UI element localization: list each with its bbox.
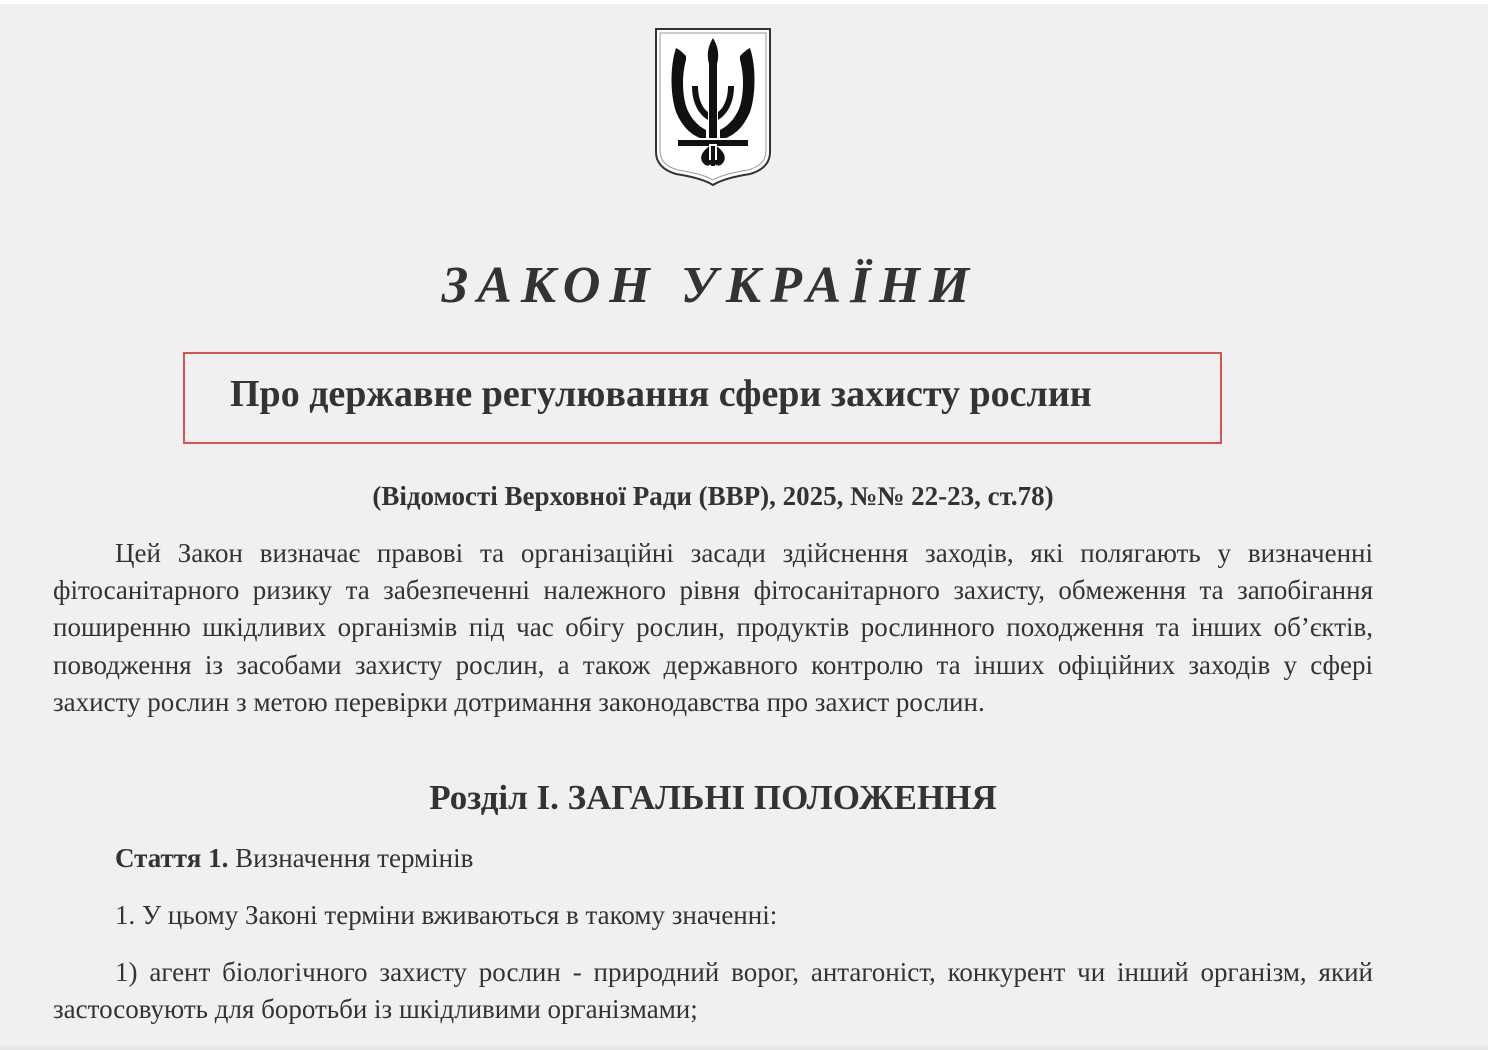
law-subject-title: Про державне регулювання сфери захисту рослин <box>230 373 1092 415</box>
definition-paragraph: 1) агент біологічного захисту рослин - природний ворог, антагоніст, конкурент чи інший організм, який застосовують для боротьби із шкідливими організмами; <box>53 957 1373 1025</box>
article-heading <box>115 840 473 876</box>
publication-source: (Відомості Верховної Ради (ВВР), 2025, №№ 22-23, ст.78) <box>372 481 1054 511</box>
article-title: Визначення термінів <box>235 843 474 873</box>
ukraine-coat-of-arms-icon <box>652 26 774 186</box>
article-number: Стаття 1. <box>115 843 229 873</box>
clause-paragraph: 1. У цьому Законі терміни вживаються в такому значенні: <box>115 900 778 930</box>
section-title: Розділ I. ЗАГАЛЬНІ ПОЛОЖЕННЯ <box>429 778 997 817</box>
law-heading: ЗАКОН УКРАЇНИ <box>441 257 979 314</box>
preamble-paragraph: Цей Закон визначає правові та організаційні засади здійснення заходів, які полягають у визначенні фітосанітарного ризику та забезпеченні належного рівня фітосанітарного захисту, обмеження та запобігання поширенню шкідливих організмів під час обігу рослин, продуктів рослинного походження та інших об’єктів, поводження із засобами захисту рослин, а також державного контролю та інших офіційних заходів у сфері захисту рослин з метою перевірки дотримання законодавства про захист рослин. <box>53 538 1373 717</box>
